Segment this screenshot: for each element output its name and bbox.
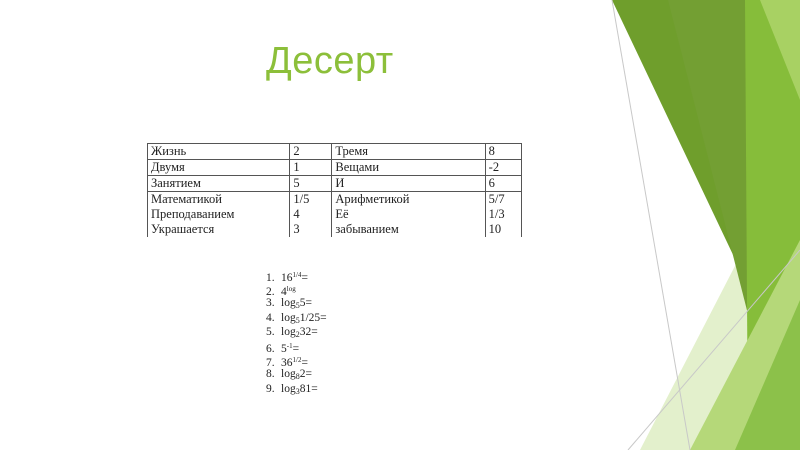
- table-cell: Преподаванием: [148, 207, 290, 222]
- list-item: 4. $\log_51/25=$: [266, 311, 327, 325]
- table-cell: Тремя: [332, 144, 485, 160]
- table-row: [148, 160, 522, 176]
- table-cell: забыванием: [332, 222, 485, 237]
- table-cell: 5: [290, 176, 332, 192]
- word-table: [147, 143, 522, 237]
- list-item: 8. $\log_82=$: [266, 368, 312, 382]
- table-row: [148, 144, 522, 160]
- table-cell: Жизнь: [148, 144, 290, 160]
- table-cell: 2: [290, 144, 332, 160]
- table-cell: 5/7: [485, 192, 521, 208]
- list-item: 5. $\log_232=$: [266, 325, 318, 339]
- list-item: 6. $5^{-1}=$: [266, 341, 300, 355]
- table-cell: -2: [485, 160, 521, 176]
- table-row: [148, 222, 522, 237]
- table-cell: 6: [485, 176, 521, 192]
- table-cell: Вещами: [332, 160, 485, 176]
- table-row: [148, 192, 522, 208]
- list-item: 3. $\log_55=$: [266, 297, 312, 311]
- table-cell: 4: [290, 207, 332, 222]
- table-cell: 8: [485, 144, 521, 160]
- table-cell: 1/3: [485, 207, 521, 222]
- table-cell: Математикой: [148, 192, 290, 208]
- table-cell: Двумя: [148, 160, 290, 176]
- table-cell: 10: [485, 222, 521, 237]
- table-cell: Арифметикой: [332, 192, 485, 208]
- table-cell: Её: [332, 207, 485, 222]
- table-cell: Занятием: [148, 176, 290, 192]
- list-item: 2. $4^{log}$: [266, 285, 296, 299]
- task-list: [266, 268, 327, 396]
- table-row: [148, 207, 522, 222]
- table-cell: Украшается: [148, 222, 290, 237]
- table-cell: 3: [290, 222, 332, 237]
- table-row: [148, 176, 522, 192]
- slide-title: Десерт: [266, 40, 394, 82]
- list-item: 1. $16^{1/4}=$: [266, 271, 308, 284]
- list-item: 9. $\log_381=$: [266, 382, 318, 396]
- list-item: 7. $36^{1/2}=$: [266, 356, 308, 370]
- table-cell: И: [332, 176, 485, 192]
- table-cell: 1: [290, 160, 332, 176]
- table-cell: 1/5: [290, 192, 332, 208]
